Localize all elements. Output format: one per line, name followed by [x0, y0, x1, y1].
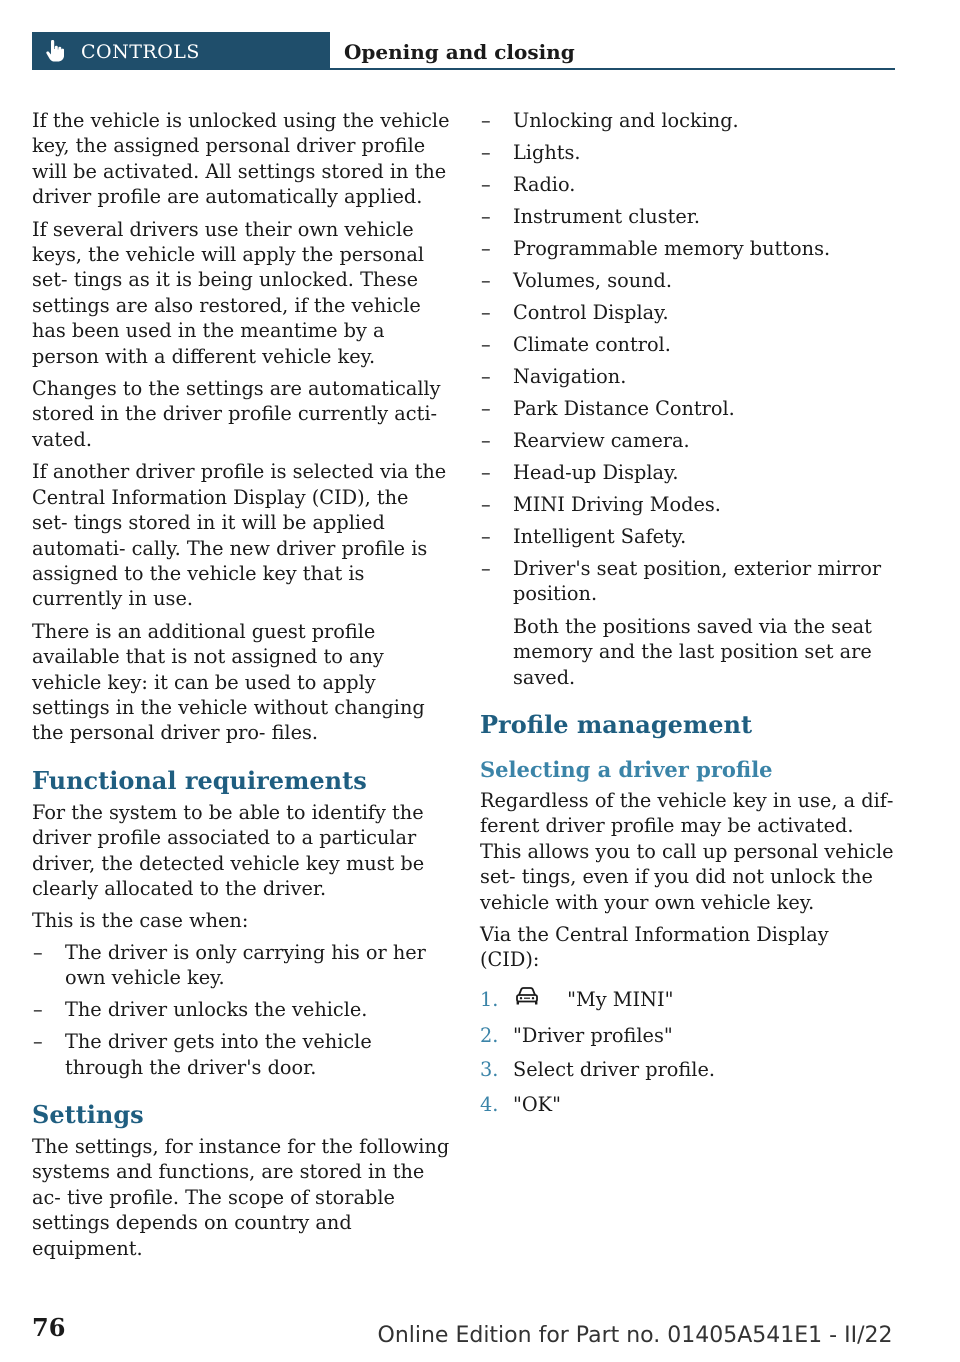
- list-item-text: Programmable memory buttons.: [513, 237, 831, 260]
- paragraph: If another driver profile is selected via the Central Information Display (CID), the set‐ tings stored in it will be applied automati‐ cally. The new driver profile is assigned to the vehicle key that is currently in use.: [32, 460, 447, 611]
- section-tab: [32, 32, 330, 70]
- list-item-text: Head-up Display.: [513, 461, 679, 484]
- step-item: [480, 1092, 894, 1117]
- header-rule: [330, 68, 895, 70]
- step-item: [480, 987, 894, 1014]
- step-text: Select driver profile.: [513, 1058, 715, 1082]
- list-item: [480, 140, 894, 165]
- dash-bullet: –: [481, 397, 491, 420]
- list-item: [32, 997, 450, 1022]
- list-item-text: Driver's seat position, exterior mirror position.: [513, 557, 882, 606]
- edition-note: Online Edition for Part no. 01405A541E1 - II/22: [377, 1323, 893, 1348]
- list-item-text: Navigation.: [513, 365, 627, 388]
- list-item: [480, 204, 894, 229]
- dash-bullet: –: [481, 365, 491, 388]
- paragraph: For the system to be able to identify the driver profile associated to a particular driver, the detected vehicle key must be clearly allocated to the driver.: [32, 800, 425, 900]
- step-item: [480, 1057, 894, 1082]
- list-item-text: Rearview camera.: [513, 429, 690, 452]
- step-number: 2.: [480, 1024, 499, 1048]
- list-item-text: MINI Driving Modes.: [513, 493, 721, 516]
- dash-bullet: –: [481, 141, 491, 164]
- step-number: 3.: [480, 1058, 499, 1082]
- requirements-list: [32, 940, 450, 1080]
- dash-bullet: –: [481, 525, 491, 548]
- chapter-title: Opening and closing: [344, 40, 575, 64]
- paragraph: There is an additional guest profile available that is not assigned to any vehicle key: it can be used to apply settings in the vehicle without changing the personal driver pro‐ files.: [32, 619, 425, 745]
- left-column: [32, 108, 450, 1268]
- dash-bullet: –: [481, 269, 491, 292]
- step-text: "Driver profiles": [513, 1024, 673, 1048]
- list-item: [480, 460, 894, 485]
- dash-bullet: –: [481, 109, 491, 132]
- dash-bullet: –: [481, 301, 491, 324]
- step-item: [480, 1023, 894, 1048]
- dash-bullet: –: [481, 557, 491, 580]
- list-item: [480, 492, 894, 517]
- right-column: [480, 108, 894, 1126]
- paragraph: Via the Central Information Display (CID):: [480, 923, 829, 972]
- paragraph: If several drivers use their own vehicle keys, the vehicle will apply the personal set‐ tings as it is being unlocked. These settings are also restored, if the vehicle has been used in the meantime by a person with a different vehicle key.: [32, 217, 424, 368]
- pointing-hand-icon: [46, 40, 64, 66]
- dash-bullet: –: [481, 461, 491, 484]
- steps-list: [480, 987, 894, 1117]
- list-item: [480, 268, 894, 293]
- list-item-text: Instrument cluster.: [513, 205, 700, 228]
- list-item: [480, 396, 894, 421]
- paragraph: Changes to the settings are automatically stored in the driver profile currently acti‐ vated.: [32, 377, 441, 451]
- list-item: [480, 556, 894, 690]
- car-icon: [515, 986, 539, 1012]
- paragraph: Regardless of the vehicle key in use, a dif‐ ferent driver profile may be activated. This allows you to call up personal vehicle set‐ tings, even if you did not unlock the vehicle with your own vehicle key.: [480, 789, 894, 914]
- dash-bullet: –: [481, 237, 491, 260]
- page-header: [32, 32, 895, 70]
- list-item-note: Both the positions saved via the seat memory and the last position set are saved.: [513, 614, 872, 689]
- dash-bullet: –: [33, 1030, 43, 1054]
- list-item-text: The driver unlocks the vehicle.: [65, 998, 368, 1022]
- list-item: [480, 364, 894, 389]
- dash-bullet: –: [33, 940, 43, 964]
- step-number: 4.: [480, 1092, 499, 1116]
- heading-functional-requirements: Functional requirements: [32, 765, 367, 795]
- list-item: [480, 428, 894, 453]
- list-item: [32, 1029, 450, 1080]
- step-number: 1.: [480, 987, 499, 1011]
- dash-bullet: –: [481, 173, 491, 196]
- storable-settings-list: [480, 108, 894, 690]
- dash-bullet: –: [33, 998, 43, 1022]
- step-text: "OK": [513, 1092, 561, 1116]
- list-item-text: Park Distance Control.: [513, 397, 735, 420]
- paragraph: If the vehicle is unlocked using the vehicle key, the assigned personal driver profile will be activated. All settings stored in the driver profile are automatically applied.: [32, 109, 450, 209]
- list-item: [480, 524, 894, 549]
- dash-bullet: –: [481, 493, 491, 516]
- list-item-text: Unlocking and locking.: [513, 109, 739, 132]
- list-item-text: Lights.: [513, 141, 581, 164]
- section-label: CONTROLS: [81, 41, 200, 63]
- list-item-text: The driver is only carrying his or her own vehicle key.: [65, 940, 426, 990]
- heading-profile-management: Profile management: [480, 710, 753, 740]
- list-item: [480, 172, 894, 197]
- list-item-text: Intelligent Safety.: [513, 525, 687, 548]
- page-number: 76: [32, 1313, 66, 1342]
- list-item: [480, 108, 894, 133]
- list-item: [480, 300, 894, 325]
- list-item: [480, 332, 894, 357]
- list-item: [480, 236, 894, 261]
- heading-settings: Settings: [32, 1100, 144, 1129]
- list-item: [32, 940, 450, 991]
- list-item-text: Climate control.: [513, 333, 671, 356]
- step-text: "My MINI": [567, 987, 674, 1011]
- list-item-text: Volumes, sound.: [513, 269, 673, 292]
- dash-bullet: –: [481, 205, 491, 228]
- list-item-text: Radio.: [513, 173, 576, 196]
- paragraph: The settings, for instance for the following systems and functions, are stored in the ac‐ tive profile. The scope of storable settings depends on country and equipment.: [32, 1135, 450, 1260]
- heading-selecting-driver-profile: Selecting a driver profile: [480, 757, 773, 783]
- dash-bullet: –: [481, 333, 491, 356]
- paragraph: This is the case when:: [32, 909, 249, 933]
- list-item-text: Control Display.: [513, 301, 669, 324]
- dash-bullet: –: [481, 429, 491, 452]
- list-item-text: The driver gets into the vehicle through the driver's door.: [65, 1030, 372, 1079]
